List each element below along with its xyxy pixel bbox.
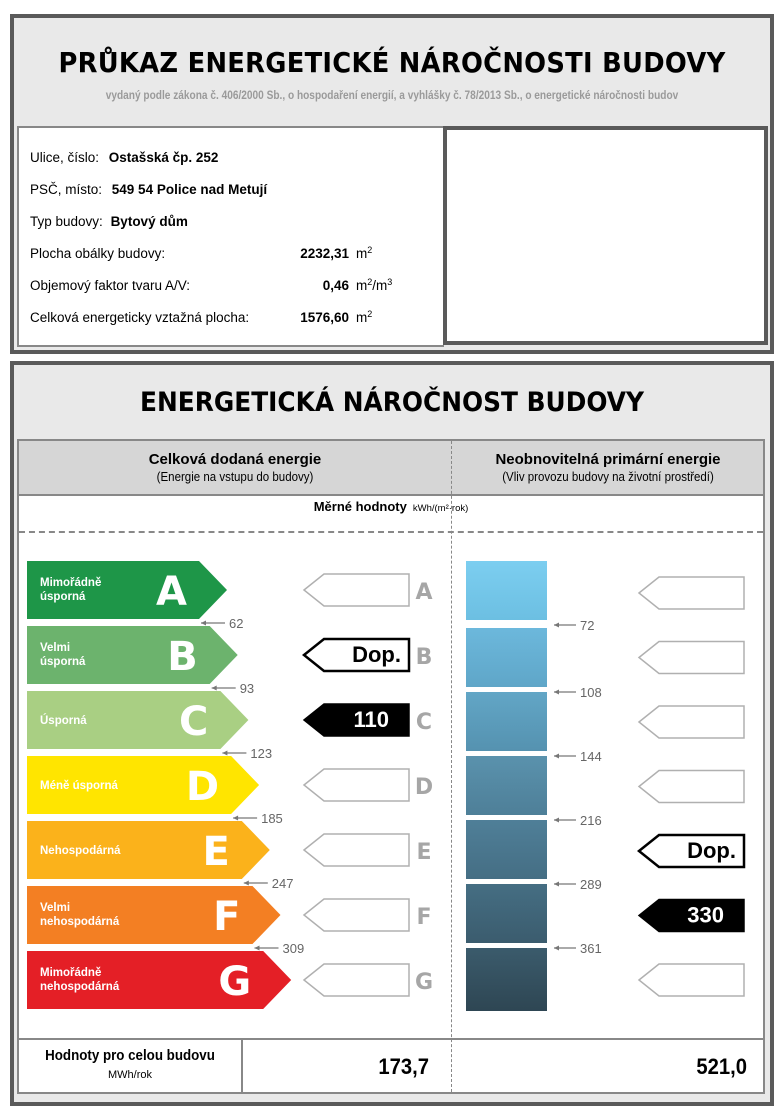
- primary-pointer-1: [639, 577, 744, 609]
- left-column-subtitle: (Energie na vstupu do budovy): [156, 470, 314, 484]
- energy-class-letter-a: A: [156, 569, 187, 615]
- whole-building-unit: MWh/rok: [108, 1069, 152, 1081]
- type-value: Bytový dům: [110, 214, 188, 229]
- delivered-pointer-b-text: Dop.: [352, 642, 401, 667]
- type-label: Typ budovy:: [30, 214, 103, 229]
- energy-class-label-g: Mimořádně: [40, 967, 102, 979]
- energy-class-label-b: Velmi: [40, 642, 71, 654]
- primary-limit-value-5: 289: [580, 877, 602, 892]
- right-column-subtitle: (Vliv provozu budovy na životní prostředí): [502, 470, 714, 484]
- energy-class-letter-e: E: [202, 829, 230, 875]
- primary-limit-value-4: 216: [580, 813, 602, 828]
- energy-class-letter-b: B: [167, 634, 198, 680]
- energy-class-label-d: Méně úsporná: [40, 780, 118, 792]
- street-label: Ulice, číslo:: [30, 150, 100, 165]
- specific-values-unit: kWh/(m²·rok): [412, 503, 469, 514]
- primary-pointer-6-text: 330: [687, 902, 724, 928]
- delivered-pointer-a: [304, 574, 409, 606]
- energy-class-label-f: Velmi: [40, 902, 71, 914]
- primary-limit-value-6: 361: [580, 941, 602, 956]
- right-column-title: Neobnovitelná primární energie: [495, 451, 721, 468]
- primary-pointer-3: [639, 706, 744, 738]
- energy-title: ENERGETICKÁ NÁROČNOST BUDOVY: [139, 387, 645, 418]
- delivered-pointer-g: [304, 964, 409, 996]
- shape-label: Objemový faktor tvaru A/V:: [30, 278, 191, 293]
- primary-pointer-5-text: Dop.: [687, 838, 736, 863]
- column-header-row: [19, 441, 763, 496]
- whole-building-delivered-value: 173,7: [378, 1054, 429, 1079]
- envelope-label: Plocha obálky budovy:: [30, 246, 166, 261]
- primary-energy-band-5: [466, 820, 547, 879]
- energy-class-label-c: Úsporná: [40, 715, 87, 727]
- limit-value-f: 309: [282, 941, 305, 956]
- specific-values-label: Měrné hodnoty: [313, 499, 407, 514]
- pointer-class-letter-b: B: [415, 645, 433, 670]
- delivered-pointer-e: [304, 834, 409, 866]
- delivered-pointer-c-text: 110: [353, 707, 389, 732]
- energy-class-letter-c: C: [179, 699, 209, 745]
- primary-limit-value-2: 108: [580, 685, 602, 700]
- energy-class-label-a: Mimořádně: [40, 577, 102, 589]
- certificate-title: PRŮKAZ ENERGETICKÉ NÁROČNOSTI BUDOVY: [58, 46, 726, 79]
- street-row: [30, 150, 218, 165]
- specific-values-row: [19, 499, 763, 514]
- pointer-class-letter-d: D: [414, 775, 434, 800]
- whole-building-label: Hodnoty pro celou budovu: [45, 1048, 215, 1064]
- energy-class-arrow-a: [27, 561, 227, 619]
- pointer-class-letter-c: C: [415, 710, 433, 735]
- primary-limit-value-3: 144: [580, 749, 602, 764]
- energy-class-label-e: Nehospodárná: [40, 845, 121, 857]
- city-value: 549 54 Police nad Metují: [111, 182, 268, 197]
- delivered-pointer-d: [304, 769, 409, 801]
- building-photo-placeholder: [443, 126, 768, 345]
- area-label: Celková energeticky vztažná plocha:: [30, 310, 250, 325]
- energy-class-label-f: nehospodárná: [40, 916, 120, 928]
- city-row: [30, 182, 267, 197]
- shape-unit: $m^2/m^3$: [356, 277, 393, 293]
- energy-class-letter-d: D: [185, 764, 220, 810]
- limit-value-b: 93: [239, 681, 255, 696]
- shape-value: 0,46: [322, 278, 349, 293]
- primary-energy-band-6: [466, 884, 547, 943]
- area-value: 1576,60: [300, 310, 349, 325]
- energy-class-arrow-g: [27, 951, 291, 1009]
- pointer-class-letter-a: A: [415, 580, 433, 605]
- primary-energy-band-2: [466, 628, 547, 687]
- area-unit: $m^2$: [356, 309, 373, 325]
- energy-class-label-b: úsporná: [40, 656, 86, 668]
- pointer-class-letter-g: G: [414, 970, 434, 995]
- envelope-unit: $m^2$: [356, 245, 373, 261]
- whole-building-primary-value: 521,0: [696, 1054, 747, 1079]
- whole-building-row: [19, 1038, 763, 1094]
- primary-energy-band-3: [466, 692, 547, 751]
- energy-class-label-g: nehospodárná: [40, 981, 120, 993]
- pointer-class-letter-f: F: [416, 905, 432, 930]
- energy-class-letter-g: G: [218, 959, 252, 1005]
- primary-energy-band-1: [466, 561, 547, 620]
- envelope-value: 2232,31: [300, 246, 349, 261]
- certificate-header-panel: [10, 14, 774, 354]
- dashed-divider-vertical: [451, 441, 452, 1092]
- primary-energy-band-7: [466, 948, 547, 1011]
- primary-pointer-7: [639, 964, 744, 996]
- dashed-divider-horizontal: [19, 531, 763, 533]
- type-row: [30, 214, 188, 229]
- delivered-pointer-f: [304, 899, 409, 931]
- city-label: PSČ, místo:: [30, 182, 103, 197]
- energy-class-arrow-f: [27, 886, 281, 944]
- energy-class-letter-f: F: [213, 894, 241, 940]
- energy-class-arrow-b: [27, 626, 238, 684]
- left-column-title: Celková dodaná energie: [148, 451, 322, 468]
- whole-building-label-cell: [19, 1040, 243, 1094]
- primary-limit-value-1: 72: [580, 618, 595, 633]
- limit-value-c: 123: [250, 746, 273, 761]
- primary-pointer-4: [639, 771, 744, 803]
- primary-energy-band-4: [466, 756, 547, 815]
- energy-class-label-a: úsporná: [40, 591, 86, 603]
- certificate-subtitle: vydaný podle zákona č. 406/2000 Sb., o hospodaření energií, a vyhlášky č. 78/2013 Sb., o energetické náročnosti budov: [105, 90, 679, 102]
- pointer-class-letter-e: E: [416, 840, 432, 865]
- limit-value-a: 62: [229, 616, 244, 631]
- limit-value-d: 185: [261, 811, 283, 826]
- limit-value-e: 247: [271, 876, 294, 891]
- primary-pointer-2: [639, 642, 744, 674]
- street-value: Ostašská čp. 252: [108, 150, 219, 165]
- building-info-box: [17, 126, 444, 347]
